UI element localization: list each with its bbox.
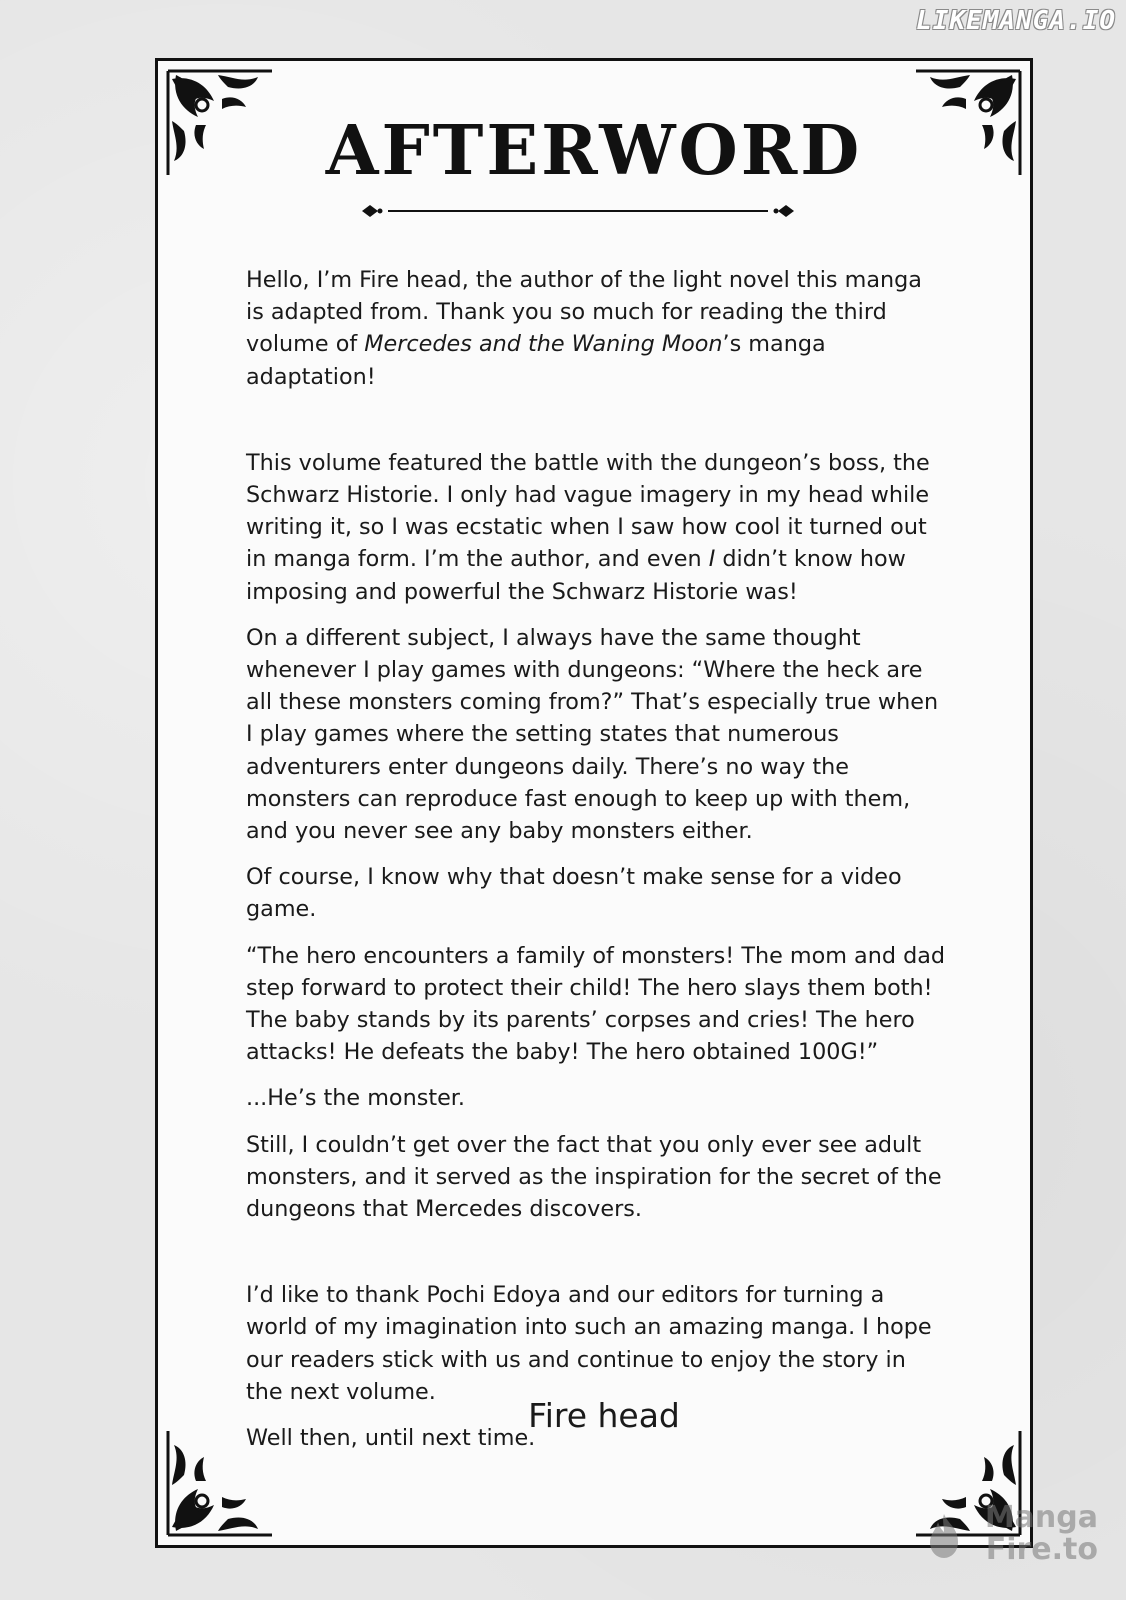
flame-logo-icon [918,1510,970,1562]
paragraph: Of course, I know why that doesn’t make sense for a video game. [246,864,902,923]
paragraph: Still, I couldn’t get over the fact that you only ever see adult monsters, and it served as the inspiration for the secret of the dungeons that Mercedes discovers. [246,1131,942,1223]
page-frame [155,58,1033,1548]
ornamental-divider-icon [358,201,798,221]
book-title: Mercedes and the Waning Moon [364,331,723,358]
author-signature: Fire head [528,1396,680,1435]
page-title: AFTERWORD [325,111,863,191]
paragraph: This volume featured the battle with the dungeon’s boss, the Schwarz Historie. I only had vague imagery in my head while writing it, so I was ecstatic when I saw how cool it turned out in manga form. I’m the author, and even I didn’t know how imposing and powerful the Schwarz Historie was! [246,449,930,605]
paragraph: I’d like to thank Pochi Edoya and our editors for turning a world of my imagination into such an amazing manga. I hope our readers stick with us and continue to enjoy the story in the next volume. [246,1282,932,1405]
paragraph: On a different subject, I always have the same thought whenever I play games with dungeons: “Where the heck are all these monsters coming from?” That’s especially true when I play games where the setting states that numerous adventurers enter dungeons daily. There’s no way the monsters can reproduce fast enough to keep up with them, and you never see any baby monsters either. [246,624,939,845]
afterword-body [246,264,946,1454]
paragraph: ...He’s the monster. [246,1085,465,1112]
paragraph: “The hero encounters a family of monsters! The mom and dad step forward to protect their child! The hero slays them both! The baby stands by its parents’ corpses and cries! The hero attacks! He defeats the baby! The hero obtained 100G!” [246,942,946,1066]
site-watermark-top: LIKEMANGA.IO [916,6,1116,36]
site-watermark-bottom: Manga Fire.to [918,1500,1098,1570]
paragraph: Hello, I’m Fire head, the author of the light novel this manga is adapted from. Thank you so much for reading the third volume of Mercedes and the Waning Moon’s manga adaptation! [246,267,922,390]
paragraph: Well then, until next time. [246,1425,536,1452]
